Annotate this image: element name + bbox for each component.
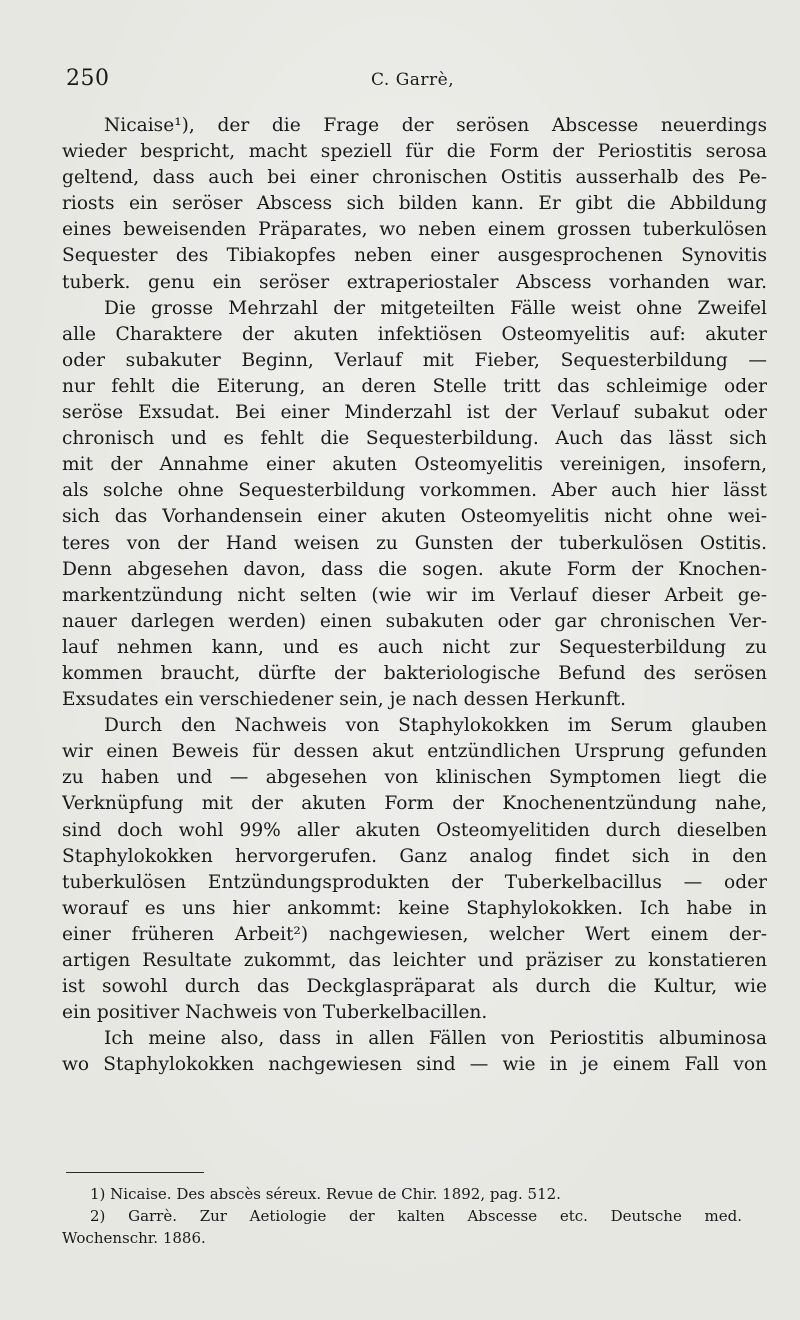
text-line: wo Staphylokokken nachgewiesen sind — wie in je einem Fall von xyxy=(62,1054,767,1076)
text-line: eines beweisenden Präparates, wo neben einem grossen tuberkulösen xyxy=(62,219,767,241)
text-line: ist sowohl durch das Deckglaspräparat als durch die Kultur, wie xyxy=(62,976,767,998)
text-line: oder subakuter Beginn, Verlauf mit Fieber, Sequesterbildung — xyxy=(62,349,767,371)
text-line: Verknüpfung mit der akuten Form der Knochenentzündung nahe, xyxy=(62,793,767,815)
text-line: Sequester des Tibiakopfes neben einer ausgesprochenen Synovitis xyxy=(62,245,767,267)
text-line: Nicaise¹), der die Frage der serösen Abscesse neuerdings xyxy=(104,115,767,136)
text-line: geltend, dass auch bei einer chronischen Ostitis ausserhalb des Pe- xyxy=(62,167,767,189)
text-line: Die grosse Mehrzahl der mitgeteilten Fälle weist ohne Zweifel xyxy=(104,297,767,319)
text-line: Denn abgesehen davon, dass die sogen. akute Form der Knochen- xyxy=(62,558,767,580)
text-line: seröse Exsudat. Bei einer Minderzahl ist der Verlauf subakut oder xyxy=(62,402,767,424)
text-line: als solche ohne Sequesterbildung vorkommen. Aber auch hier lässt xyxy=(62,480,767,502)
text-line: tuberkulösen Entzündungsprodukten der Tuberkelbacillus — oder xyxy=(62,871,767,893)
text-line: nur fehlt die Eiterung, an deren Stelle tritt das schleimige oder xyxy=(62,375,767,397)
footnote-2: 2) Garrè. Zur Aetiologie der kalten Abscesse etc. Deutsche med. xyxy=(90,1207,742,1225)
text-line: kommen braucht, dürfte der bakteriologische Befund des serösen xyxy=(62,662,767,684)
text-line: Exsudates ein verschiedener sein, je nach dessen Herkunft. xyxy=(62,689,627,711)
text-line: artigen Resultate zukommt, das leichter und präziser zu konstatieren xyxy=(62,950,767,971)
text-line: chronisch und es fehlt die Sequesterbildung. Auch das lässt sich xyxy=(62,428,767,450)
text-line: Durch den Nachweis von Staphylokokken im Serum glauben xyxy=(104,715,767,737)
text-line: nauer darlegen werden) einen subakuten oder gar chronischen Ver- xyxy=(62,610,767,632)
footnote-1: 1) Nicaise. Des abscès séreux. Revue de Chir. 1892, pag. 512. xyxy=(90,1185,561,1203)
text-line: ein positiver Nachweis von Tuberkelbacillen. xyxy=(62,1002,488,1024)
text-line: alle Charaktere der akuten infektiösen Osteomyelitis auf: akuter xyxy=(62,323,767,345)
text-line: wir einen Beweis für dessen akut entzündlichen Ursprung gefunden xyxy=(62,741,767,763)
text-line: Ich meine also, dass in allen Fällen von Periostitis albuminosa xyxy=(104,1028,767,1050)
text-line: sind doch wohl 99% aller akuten Osteomyelitiden durch dieselben xyxy=(62,819,767,841)
text-line: tuberk. genu ein seröser extraperiostaler Abscess vorhanden war. xyxy=(62,271,767,293)
footnotes xyxy=(62,1183,742,1249)
text-line: teres von der Hand weisen zu Gunsten der tuberkulösen Ostitis. xyxy=(62,532,767,554)
text-line: lauf nehmen kann, und es auch nicht zur Sequesterbildung zu xyxy=(62,636,767,658)
text-line: wieder bespricht, macht speziell für die Form der Periostitis serosa xyxy=(62,141,767,163)
text-line: zu haben und — abgesehen von klinischen Symptomen liegt die xyxy=(62,767,767,789)
text-line: riosts ein seröser Abscess sich bilden kann. Er gibt die Abbildung xyxy=(62,193,767,215)
text-line: mit der Annahme einer akuten Osteomyelitis vereinigen, insofern, xyxy=(62,454,767,476)
text-line: sich das Vorhandensein einer akuten Osteomyelitis nicht ohne wei- xyxy=(62,506,767,528)
text-line: worauf es uns hier ankommt: keine Staphylokokken. Ich habe in xyxy=(62,897,767,919)
body-text xyxy=(62,113,767,1078)
page-header xyxy=(66,66,746,96)
text-line: Staphylokokken hervorgerufen. Ganz analog findet sich in den xyxy=(62,845,767,867)
running-head: C. Garrè, xyxy=(371,70,455,90)
footnote-2-continued: Wochenschr. 1886. xyxy=(62,1229,206,1247)
text-line: markentzündung nicht selten (wie wir im Verlauf dieser Arbeit ge- xyxy=(62,584,767,606)
text-line: einer früheren Arbeit²) nachgewiesen, welcher Wert einem der- xyxy=(62,923,767,945)
footnote-divider xyxy=(66,1172,204,1173)
page-number: 250 xyxy=(66,66,110,91)
